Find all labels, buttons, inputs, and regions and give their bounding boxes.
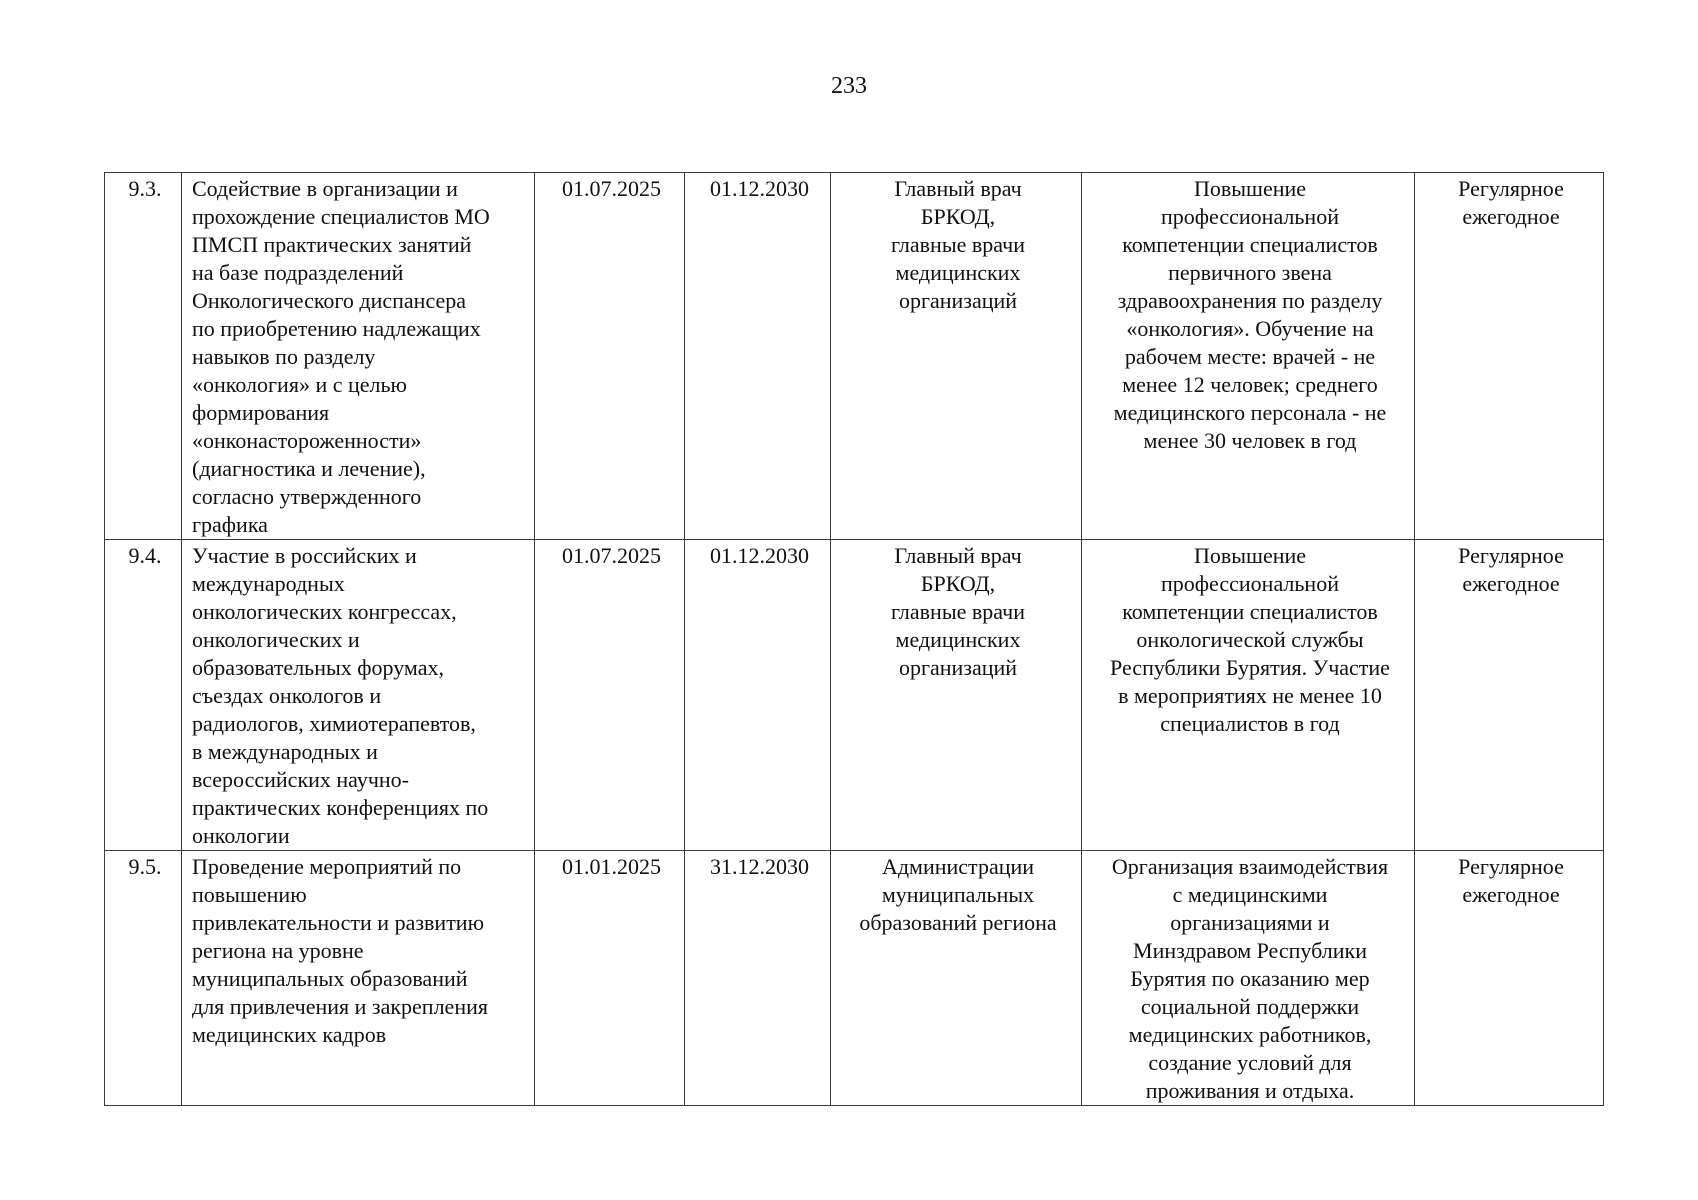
expected-result: Повышение профессиональной компетенции специалистов первичного звена здравоохранения по разделу «онкология». Обучение на рабочем месте: врачей - не менее 12 человек; среднего медицинского персонала - не менее 30 человек в год	[1082, 173, 1415, 540]
page-number: 233	[831, 73, 867, 99]
responsible-party: Главный врач БРКОД, главные врачи медицинских организаций	[831, 173, 1082, 540]
table-row	[105, 540, 1604, 851]
periodicity: Регулярное ежегодное	[1415, 173, 1604, 540]
row-number: 9.3.	[105, 173, 182, 540]
activities-table	[104, 172, 1604, 1106]
expected-result: Организация взаимодействия с медицинскими организациями и Минздравом Республики Бурятия по оказанию мер социальной поддержки медицинских работников, создание условий для проживания и отдыха.	[1082, 851, 1415, 1106]
expected-result: Повышение профессиональной компетенции специалистов онкологической службы Республики Бурятия. Участие в мероприятиях не менее 10 специалистов в год	[1082, 540, 1415, 851]
table-row	[105, 851, 1604, 1106]
end-date: 01.12.2030	[685, 540, 831, 851]
responsible-party: Главный врач БРКОД, главные врачи медицинских организаций	[831, 540, 1082, 851]
activity-description: Проведение мероприятий по повышению привлекательности и развитию региона на уровне муниципальных образований для привлечения и закрепления медицинских кадров	[182, 851, 535, 1106]
periodicity: Регулярное ежегодное	[1415, 851, 1604, 1106]
responsible-party: Администрации муниципальных образований региона	[831, 851, 1082, 1106]
end-date: 31.12.2030	[685, 851, 831, 1106]
periodicity: Регулярное ежегодное	[1415, 540, 1604, 851]
activity-description: Участие в российских и международных онкологических конгрессах, онкологических и образовательных форумах, съездах онкологов и радиологов, химиотерапевтов, в международных и всероссийских научно- практических конференциях по онкологии	[182, 540, 535, 851]
table-row	[105, 173, 1604, 540]
start-date: 01.07.2025	[535, 540, 685, 851]
start-date: 01.01.2025	[535, 851, 685, 1106]
row-number: 9.4.	[105, 540, 182, 851]
start-date: 01.07.2025	[535, 173, 685, 540]
end-date: 01.12.2030	[685, 173, 831, 540]
activity-description: Содействие в организации и прохождение специалистов МО ПМСП практических занятий на базе подразделений Онкологического диспансера по приобретению надлежащих навыков по разделу «онкология» и с целью формирования «онконастороженности» (диагностика и лечение), согласно утвержденного графика	[182, 173, 535, 540]
row-number: 9.5.	[105, 851, 182, 1106]
